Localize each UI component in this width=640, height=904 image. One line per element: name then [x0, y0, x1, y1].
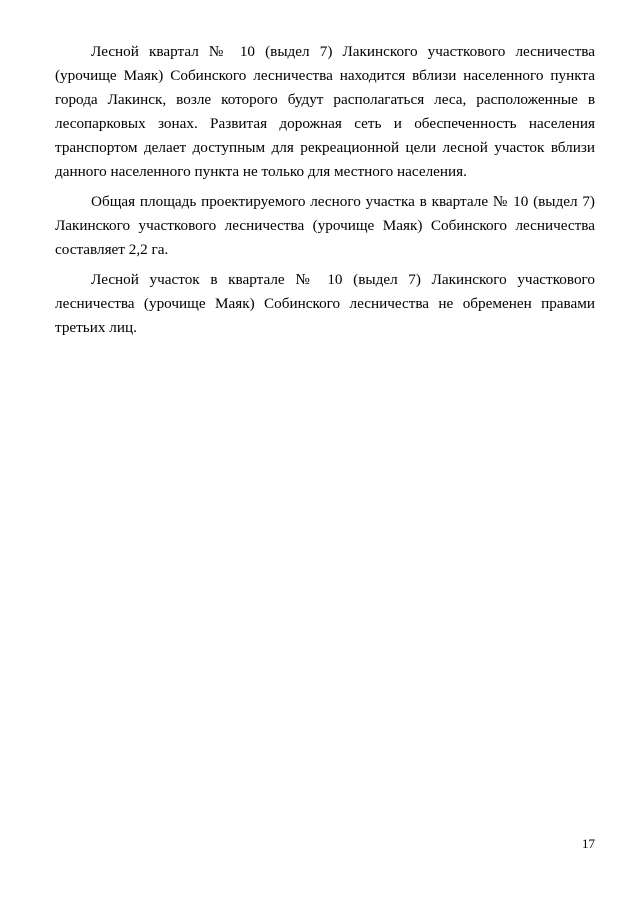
paragraph-location: Лесной квартал № 10 (выдел 7) Лакинского участкового лесничества (урочище Маяк) Собинского лесничества находится вблизи населенного пункта города Лакинск, возле которого будут располагаться леса, расположенные в лесопарковых зонах. Развитая дорожная сеть и обеспеченность населения транспортом делает доступным для рекреационной цели лесной участок вблизи данного населенного пункта не только для местного населения.	[55, 43, 595, 180]
paragraph-encumbrance: Лесной участок в квартале № 10 (выдел 7) Лакинского участкового лесничества (урочище Маяк) Собинского лесничества не обременен правами третьих лиц.	[55, 271, 595, 336]
body-text	[55, 40, 595, 346]
page-number: 17	[582, 836, 595, 851]
paragraph-area: Общая площадь проектируемого лесного участка в квартале № 10 (выдел 7) Лакинского участкового лесничества (урочище Маяк) Собинского лесничества составляет 2,2 га.	[55, 193, 595, 258]
